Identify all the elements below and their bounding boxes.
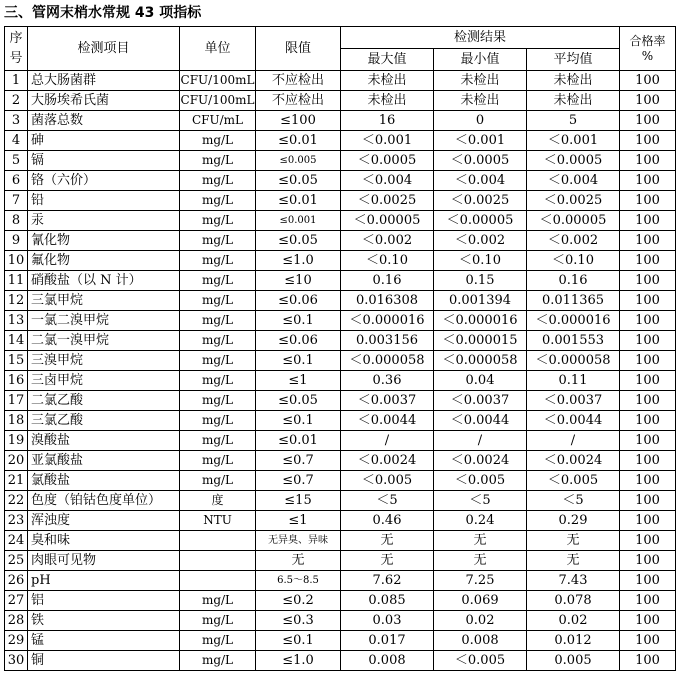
cell-min: 未检出: [434, 91, 527, 111]
cell-max: ＜5: [341, 491, 434, 511]
header-seq: 序号: [5, 27, 28, 71]
cell-pass-rate: 100: [620, 531, 676, 551]
cell-seq: 4: [5, 131, 28, 151]
header-unit: 单位: [180, 27, 256, 71]
cell-limit: ≤1.0: [256, 651, 341, 671]
cell-max: ＜0.000058: [341, 351, 434, 371]
cell-seq: 24: [5, 531, 28, 551]
cell-seq: 18: [5, 411, 28, 431]
table-row: [5, 511, 676, 531]
cell-min: 0.001394: [434, 291, 527, 311]
cell-limit: ≤0.1: [256, 351, 341, 371]
cell-pass-rate: 100: [620, 471, 676, 491]
cell-pass-rate: 100: [620, 151, 676, 171]
cell-limit: ≤1: [256, 371, 341, 391]
cell-pass-rate: 100: [620, 271, 676, 291]
table-row: [5, 111, 676, 131]
table-row: [5, 631, 676, 651]
table-row: [5, 471, 676, 491]
cell-limit: ≤0.001: [256, 211, 341, 231]
cell-max: 0.017: [341, 631, 434, 651]
table-row: [5, 331, 676, 351]
cell-limit: ≤0.05: [256, 391, 341, 411]
cell-min: ＜0.0044: [434, 411, 527, 431]
cell-avg: ＜0.0037: [527, 391, 620, 411]
header-pass-rate-label: 合格率: [629, 33, 666, 48]
cell-unit: [180, 551, 256, 571]
cell-seq: 13: [5, 311, 28, 331]
cell-unit: mg/L: [180, 591, 256, 611]
cell-unit: NTU: [180, 511, 256, 531]
cell-avg: ＜0.001: [527, 131, 620, 151]
cell-item: 三卤甲烷: [28, 371, 180, 391]
cell-limit: ≤0.06: [256, 291, 341, 311]
cell-item: 三溴甲烷: [28, 351, 180, 371]
cell-avg: 0.012: [527, 631, 620, 651]
cell-item: 二氯乙酸: [28, 391, 180, 411]
cell-unit: mg/L: [180, 411, 256, 431]
cell-pass-rate: 100: [620, 351, 676, 371]
cell-min: 0.008: [434, 631, 527, 651]
cell-unit: mg/L: [180, 651, 256, 671]
cell-seq: 10: [5, 251, 28, 271]
table-body: [5, 71, 676, 671]
cell-max: 0.36: [341, 371, 434, 391]
cell-avg: ＜0.0044: [527, 411, 620, 431]
cell-seq: 1: [5, 71, 28, 91]
cell-unit: mg/L: [180, 131, 256, 151]
cell-limit: ≤0.05: [256, 231, 341, 251]
cell-item: 色度（铂钴色度单位）: [28, 491, 180, 511]
cell-min: ＜0.005: [434, 651, 527, 671]
cell-item: 氯酸盐: [28, 471, 180, 491]
cell-avg: 无: [527, 531, 620, 551]
cell-limit: ≤1: [256, 511, 341, 531]
cell-avg: ＜0.00005: [527, 211, 620, 231]
cell-pass-rate: 100: [620, 211, 676, 231]
header-max: 最大值: [341, 49, 434, 71]
table-row: [5, 171, 676, 191]
cell-min: ＜0.001: [434, 131, 527, 151]
cell-limit: ≤0.005: [256, 151, 341, 171]
cell-max: 未检出: [341, 91, 434, 111]
header-min: 最小值: [434, 49, 527, 71]
cell-item: 汞: [28, 211, 180, 231]
cell-limit: ≤10: [256, 271, 341, 291]
cell-unit: mg/L: [180, 171, 256, 191]
cell-unit: mg/L: [180, 371, 256, 391]
cell-unit: [180, 571, 256, 591]
cell-seq: 29: [5, 631, 28, 651]
table-row: [5, 491, 676, 511]
cell-item: 总大肠菌群: [28, 71, 180, 91]
cell-limit: ≤0.01: [256, 191, 341, 211]
cell-min: 未检出: [434, 71, 527, 91]
cell-min: ＜0.000015: [434, 331, 527, 351]
table-header: [5, 27, 676, 71]
cell-max: 0.016308: [341, 291, 434, 311]
cell-unit: mg/L: [180, 471, 256, 491]
cell-pass-rate: 100: [620, 331, 676, 351]
cell-item: 二氯一溴甲烷: [28, 331, 180, 351]
cell-max: 0.16: [341, 271, 434, 291]
cell-item: 一氯二溴甲烷: [28, 311, 180, 331]
cell-unit: mg/L: [180, 271, 256, 291]
cell-item: 铁: [28, 611, 180, 631]
cell-seq: 17: [5, 391, 28, 411]
cell-avg: ＜0.002: [527, 231, 620, 251]
cell-max: 16: [341, 111, 434, 131]
table-row: [5, 311, 676, 331]
cell-min: ＜0.10: [434, 251, 527, 271]
cell-unit: mg/L: [180, 211, 256, 231]
cell-min: 0.069: [434, 591, 527, 611]
cell-seq: 26: [5, 571, 28, 591]
cell-seq: 14: [5, 331, 28, 351]
cell-pass-rate: 100: [620, 491, 676, 511]
cell-seq: 8: [5, 211, 28, 231]
table-row: [5, 211, 676, 231]
cell-unit: CFU/100mL: [180, 71, 256, 91]
cell-min: ＜0.0037: [434, 391, 527, 411]
table-row: [5, 351, 676, 371]
cell-pass-rate: 100: [620, 111, 676, 131]
cell-limit: ≤1.0: [256, 251, 341, 271]
table-row: [5, 451, 676, 471]
cell-pass-rate: 100: [620, 511, 676, 531]
cell-min: 0.04: [434, 371, 527, 391]
cell-seq: 12: [5, 291, 28, 311]
table-row: [5, 231, 676, 251]
cell-min: ＜0.000058: [434, 351, 527, 371]
cell-unit: [180, 531, 256, 551]
cell-avg: 0.11: [527, 371, 620, 391]
cell-seq: 6: [5, 171, 28, 191]
cell-avg: 0.005: [527, 651, 620, 671]
cell-limit: 不应检出: [256, 71, 341, 91]
cell-avg: /: [527, 431, 620, 451]
cell-min: ＜0.0025: [434, 191, 527, 211]
cell-min: 0.02: [434, 611, 527, 631]
cell-avg: ＜0.0025: [527, 191, 620, 211]
cell-unit: 度: [180, 491, 256, 511]
cell-seq: 11: [5, 271, 28, 291]
cell-max: ＜0.004: [341, 171, 434, 191]
cell-seq: 2: [5, 91, 28, 111]
cell-item: 铝: [28, 591, 180, 611]
cell-max: 0.003156: [341, 331, 434, 351]
cell-pass-rate: 100: [620, 311, 676, 331]
cell-unit: mg/L: [180, 431, 256, 451]
cell-item: 三氯甲烷: [28, 291, 180, 311]
cell-pass-rate: 100: [620, 451, 676, 471]
cell-item: 臭和味: [28, 531, 180, 551]
cell-max: ＜0.0025: [341, 191, 434, 211]
cell-limit: ≤0.7: [256, 471, 341, 491]
cell-seq: 5: [5, 151, 28, 171]
cell-avg: ＜0.0024: [527, 451, 620, 471]
cell-pass-rate: 100: [620, 171, 676, 191]
cell-unit: mg/L: [180, 451, 256, 471]
cell-seq: 16: [5, 371, 28, 391]
cell-avg: 无: [527, 551, 620, 571]
cell-max: ＜0.0037: [341, 391, 434, 411]
cell-max: ＜0.002: [341, 231, 434, 251]
cell-limit: ≤0.01: [256, 131, 341, 151]
table-row: [5, 611, 676, 631]
header-pass-rate: [620, 27, 676, 71]
cell-min: ＜0.002: [434, 231, 527, 251]
cell-pass-rate: 100: [620, 131, 676, 151]
cell-unit: mg/L: [180, 251, 256, 271]
cell-item: 镉: [28, 151, 180, 171]
cell-avg: 0.29: [527, 511, 620, 531]
cell-avg: 0.02: [527, 611, 620, 631]
header-pass-rate-unit: %: [641, 48, 654, 63]
cell-item: 砷: [28, 131, 180, 151]
cell-pass-rate: 100: [620, 631, 676, 651]
cell-limit: 6.5～8.5: [256, 571, 341, 591]
cell-seq: 22: [5, 491, 28, 511]
table-row: [5, 591, 676, 611]
cell-min: 7.25: [434, 571, 527, 591]
cell-limit: ≤0.2: [256, 591, 341, 611]
cell-max: /: [341, 431, 434, 451]
cell-unit: mg/L: [180, 231, 256, 251]
header-avg: 平均值: [527, 49, 620, 71]
cell-limit: ≤0.01: [256, 431, 341, 451]
cell-limit: 不应检出: [256, 91, 341, 111]
table-row: [5, 91, 676, 111]
cell-limit: ≤0.7: [256, 451, 341, 471]
cell-min: ＜0.0024: [434, 451, 527, 471]
cell-min: ＜0.005: [434, 471, 527, 491]
cell-max: 0.085: [341, 591, 434, 611]
header-limit: 限值: [256, 27, 341, 71]
cell-max: 未检出: [341, 71, 434, 91]
cell-pass-rate: 100: [620, 251, 676, 271]
table-row: [5, 411, 676, 431]
water-quality-table: [4, 26, 676, 671]
table-row: [5, 371, 676, 391]
cell-pass-rate: 100: [620, 71, 676, 91]
cell-seq: 19: [5, 431, 28, 451]
cell-max: ＜0.000016: [341, 311, 434, 331]
cell-avg: ＜0.000058: [527, 351, 620, 371]
cell-item: 氰化物: [28, 231, 180, 251]
cell-pass-rate: 100: [620, 551, 676, 571]
cell-unit: mg/L: [180, 331, 256, 351]
cell-max: ＜0.00005: [341, 211, 434, 231]
cell-unit: mg/L: [180, 391, 256, 411]
header-results: 检测结果: [341, 27, 620, 49]
cell-max: ＜0.10: [341, 251, 434, 271]
table-row: [5, 271, 676, 291]
cell-seq: 27: [5, 591, 28, 611]
cell-avg: 0.16: [527, 271, 620, 291]
table-row: [5, 151, 676, 171]
cell-unit: mg/L: [180, 191, 256, 211]
cell-avg: 5: [527, 111, 620, 131]
cell-avg: ＜0.005: [527, 471, 620, 491]
cell-min: ＜0.004: [434, 171, 527, 191]
cell-avg: 7.43: [527, 571, 620, 591]
cell-pass-rate: 100: [620, 231, 676, 251]
cell-item: 铬（六价）: [28, 171, 180, 191]
cell-seq: 28: [5, 611, 28, 631]
cell-limit: ≤0.1: [256, 311, 341, 331]
table-row: [5, 651, 676, 671]
cell-min: ＜5: [434, 491, 527, 511]
cell-max: ＜0.005: [341, 471, 434, 491]
cell-pass-rate: 100: [620, 431, 676, 451]
table-row: [5, 391, 676, 411]
cell-seq: 21: [5, 471, 28, 491]
cell-unit: mg/L: [180, 291, 256, 311]
cell-min: 0.24: [434, 511, 527, 531]
cell-unit: mg/L: [180, 351, 256, 371]
cell-limit: ≤0.1: [256, 411, 341, 431]
cell-limit: ≤0.1: [256, 631, 341, 651]
cell-item: 锰: [28, 631, 180, 651]
table-row: [5, 251, 676, 271]
cell-avg: 0.078: [527, 591, 620, 611]
cell-limit: 无: [256, 551, 341, 571]
cell-avg: ＜0.0005: [527, 151, 620, 171]
table-row: [5, 191, 676, 211]
cell-seq: 20: [5, 451, 28, 471]
cell-limit: ≤0.05: [256, 171, 341, 191]
cell-item: 氟化物: [28, 251, 180, 271]
cell-pass-rate: 100: [620, 371, 676, 391]
cell-unit: CFU/mL: [180, 111, 256, 131]
cell-pass-rate: 100: [620, 571, 676, 591]
cell-seq: 25: [5, 551, 28, 571]
cell-avg: 未检出: [527, 91, 620, 111]
cell-item: 铅: [28, 191, 180, 211]
cell-seq: 3: [5, 111, 28, 131]
cell-max: ＜0.0005: [341, 151, 434, 171]
cell-unit: mg/L: [180, 311, 256, 331]
cell-pass-rate: 100: [620, 411, 676, 431]
cell-pass-rate: 100: [620, 611, 676, 631]
cell-min: 无: [434, 551, 527, 571]
cell-pass-rate: 100: [620, 291, 676, 311]
cell-item: 溴酸盐: [28, 431, 180, 451]
table-row: [5, 571, 676, 591]
cell-pass-rate: 100: [620, 191, 676, 211]
table-row: [5, 551, 676, 571]
cell-max: 无: [341, 551, 434, 571]
cell-max: 0.008: [341, 651, 434, 671]
cell-avg: ＜0.10: [527, 251, 620, 271]
cell-min: 0: [434, 111, 527, 131]
cell-max: ＜0.0044: [341, 411, 434, 431]
cell-min: 0.15: [434, 271, 527, 291]
cell-avg: 0.001553: [527, 331, 620, 351]
header-item: 检测项目: [28, 27, 180, 71]
cell-item: 三氯乙酸: [28, 411, 180, 431]
cell-limit: ≤0.06: [256, 331, 341, 351]
cell-unit: mg/L: [180, 151, 256, 171]
cell-seq: 30: [5, 651, 28, 671]
cell-item: 菌落总数: [28, 111, 180, 131]
cell-max: ＜0.0024: [341, 451, 434, 471]
cell-unit: mg/L: [180, 611, 256, 631]
cell-max: 7.62: [341, 571, 434, 591]
cell-limit: 无异臭、异味: [256, 531, 341, 551]
cell-max: ＜0.001: [341, 131, 434, 151]
cell-pass-rate: 100: [620, 591, 676, 611]
cell-min: /: [434, 431, 527, 451]
cell-max: 0.03: [341, 611, 434, 631]
cell-item: 硝酸盐（以 N 计）: [28, 271, 180, 291]
table-row: [5, 71, 676, 91]
table-row: [5, 291, 676, 311]
cell-unit: mg/L: [180, 631, 256, 651]
cell-avg: 未检出: [527, 71, 620, 91]
cell-avg: ＜5: [527, 491, 620, 511]
cell-pass-rate: 100: [620, 391, 676, 411]
cell-min: 无: [434, 531, 527, 551]
cell-min: ＜0.00005: [434, 211, 527, 231]
cell-seq: 9: [5, 231, 28, 251]
cell-pass-rate: 100: [620, 91, 676, 111]
cell-unit: CFU/100mL: [180, 91, 256, 111]
cell-max: 0.46: [341, 511, 434, 531]
cell-avg: ＜0.000016: [527, 311, 620, 331]
cell-item: 铜: [28, 651, 180, 671]
cell-item: 大肠埃希氏菌: [28, 91, 180, 111]
cell-seq: 23: [5, 511, 28, 531]
cell-pass-rate: 100: [620, 651, 676, 671]
cell-seq: 15: [5, 351, 28, 371]
table-row: [5, 431, 676, 451]
cell-limit: ≤100: [256, 111, 341, 131]
cell-limit: ≤15: [256, 491, 341, 511]
cell-seq: 7: [5, 191, 28, 211]
section-title: 三、管网末梢水常规 43 项指标: [4, 5, 202, 21]
table-row: [5, 531, 676, 551]
cell-item: 浑浊度: [28, 511, 180, 531]
cell-min: ＜0.0005: [434, 151, 527, 171]
cell-item: 肉眼可见物: [28, 551, 180, 571]
cell-min: ＜0.000016: [434, 311, 527, 331]
cell-avg: 0.011365: [527, 291, 620, 311]
cell-item: 亚氯酸盐: [28, 451, 180, 471]
cell-max: 无: [341, 531, 434, 551]
table-row: [5, 131, 676, 151]
cell-avg: ＜0.004: [527, 171, 620, 191]
cell-item: pH: [28, 571, 180, 591]
cell-limit: ≤0.3: [256, 611, 341, 631]
